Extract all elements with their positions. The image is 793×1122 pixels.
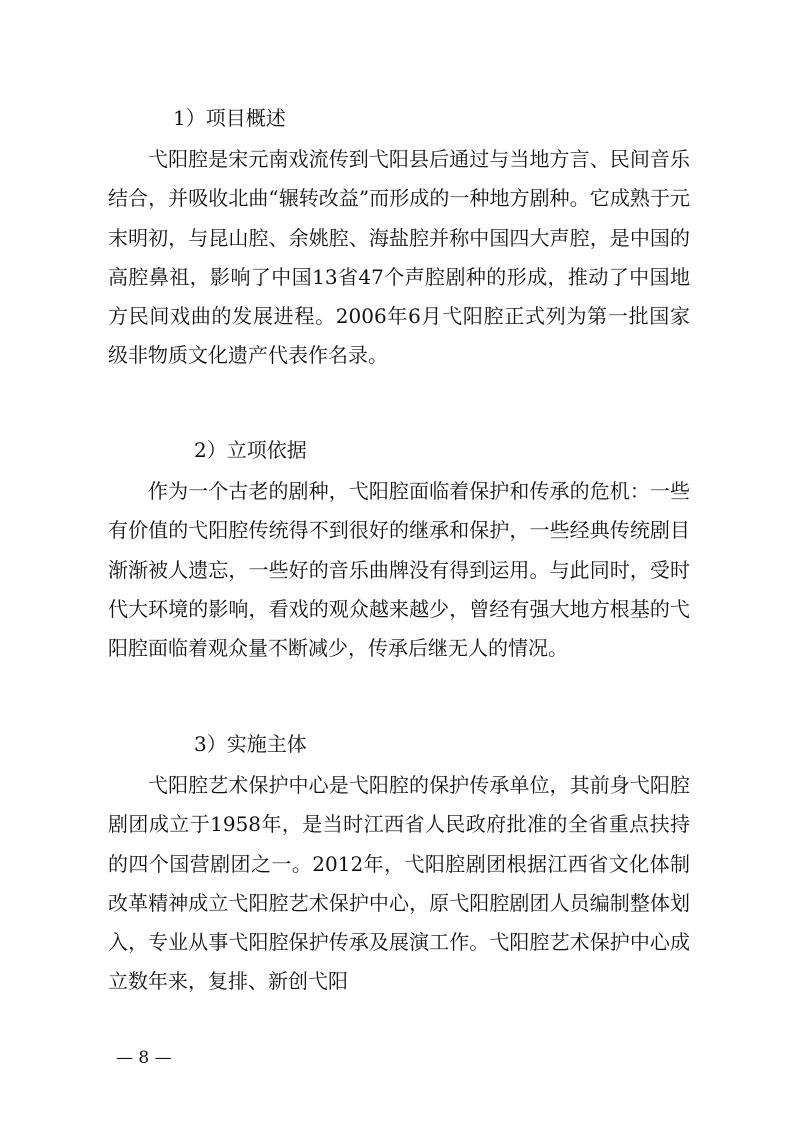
section-heading-implementer: 3）实施主体 — [194, 732, 307, 756]
section-heading-overview: 1）项目概述 — [173, 106, 286, 130]
section-paragraph-basis: 作为一个古老的剧种，弋阳腔面临着保护和传承的危机：一些有价值的弋阳腔传统得不到很好的继承和保护，一些经典传统剧目渐渐被人遗忘，一些好的音乐曲牌没有得到运用。与此同时，受时代大环境的影响，看戏的观众越来越少，曾经有强大地方根基的弋阳腔面临着观众量不断减少，传承后继无人的情况。 — [108, 479, 690, 661]
section-paragraph-implementer: 弋阳腔艺术保护中心是弋阳腔的保护传承单位，其前身弋阳腔剧团成立于1958年，是当时江西省人民政府批准的全省重点扶持的四个国营剧团之一。2012年，弋阳腔剧团根据江西省文化体制改革精神成立弋阳腔艺术保护中心，原弋阳腔剧团人员编制整体划入，专业从事弋阳腔保护传承及展演工作。弋阳腔艺术保护中心成立数年来，复排、新创弋阳 — [108, 773, 690, 994]
page-number: — 8 — — [116, 1048, 172, 1068]
section-heading-basis: 2）立项依据 — [194, 438, 307, 462]
section-paragraph-overview: 弋阳腔是宋元南戏流传到弋阳县后通过与当地方言、民间音乐结合，并吸收北曲“辗转改益”而形成的一种地方剧种。它成熟于元末明初，与昆山腔、余姚腔、海盐腔并称中国四大声腔，是中国的高腔鼻祖，影响了中国13省47个声腔剧种的形成，推动了中国地方民间戏曲的发展进程。2006年6月弋阳腔正式列为第一批国家级非物质文化遗产代表作名录。 — [108, 147, 690, 368]
